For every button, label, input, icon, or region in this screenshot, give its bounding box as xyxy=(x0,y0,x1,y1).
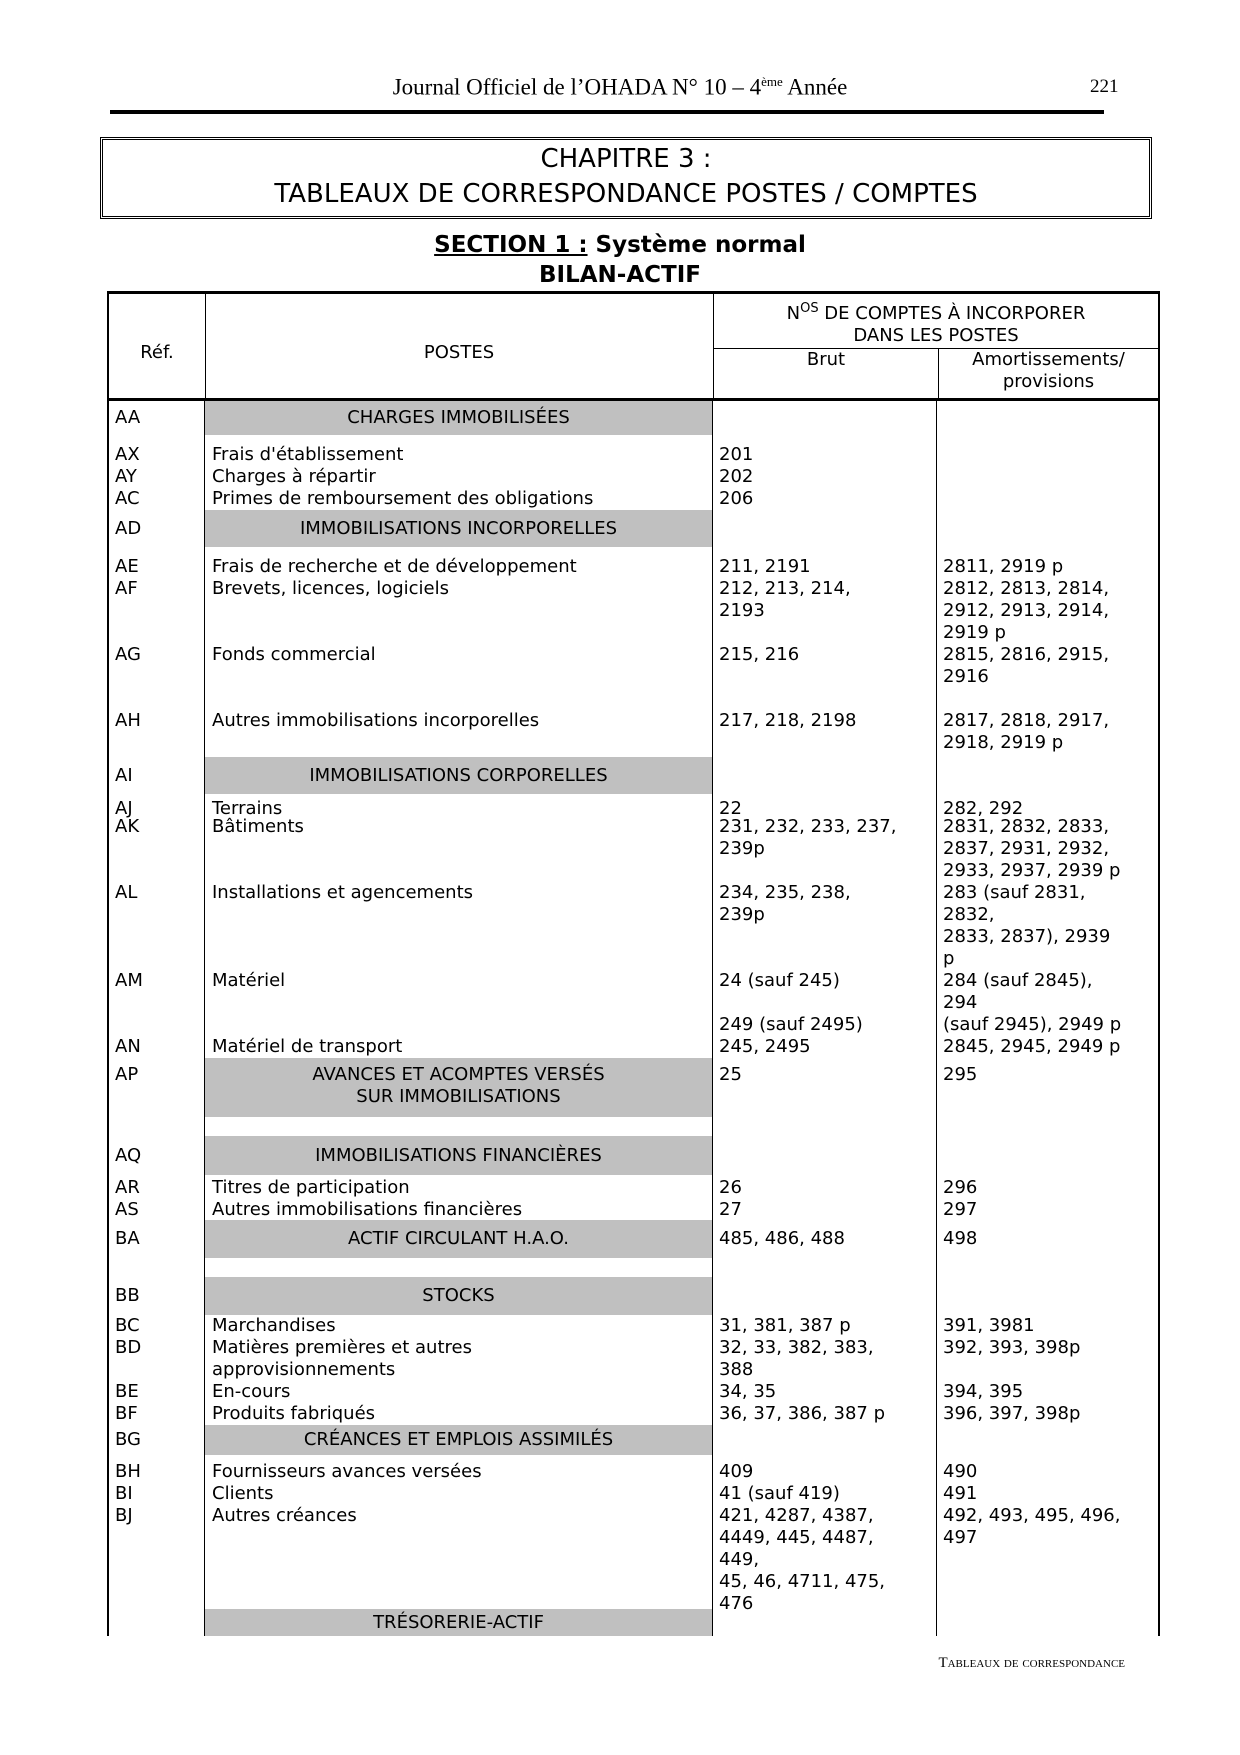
header-group-prefix: N xyxy=(786,303,801,324)
amort-cell xyxy=(937,1609,1158,1636)
ref-cell: AN xyxy=(109,1036,205,1058)
brut-cell xyxy=(713,1136,937,1175)
header-amort: Amortissements/ provisions xyxy=(972,349,1125,392)
ref-cell: BB xyxy=(109,1277,205,1315)
table-row xyxy=(109,1036,1158,1058)
chapter-number: CHAPITRE 3 : xyxy=(540,144,712,174)
amort-cell: 391, 3981 392, 393, 398p 394, 395 396, 397, 398p xyxy=(943,1315,1081,1424)
section-row xyxy=(109,757,1158,794)
amort-cell xyxy=(937,401,1158,435)
poste-cell: Frais d'établissement Charges à répartir Primes de remboursement des obligations xyxy=(205,435,713,510)
amort-cell: 2815, 2816, 2915, 2916 xyxy=(943,644,1110,687)
brut-cell xyxy=(713,1277,937,1315)
poste-cell: Terrains xyxy=(205,794,713,816)
brut-cell: 215, 216 xyxy=(713,644,937,710)
amort-cell: 2831, 2832, 2833, 2837, 2931, 2932, 2933, 2937, 2939 p xyxy=(943,816,1121,881)
section-row xyxy=(109,510,1158,547)
brut-cell xyxy=(713,1425,937,1455)
brut-cell: 212, 213, 214, 2193 xyxy=(713,578,937,644)
amort-cell: 282, 292 xyxy=(943,798,1024,819)
amort-cell xyxy=(937,1258,1158,1277)
table-row xyxy=(109,435,1158,510)
header-brut: Brut xyxy=(714,349,939,398)
section-title-cell: TRÉSORERIE-ACTIF xyxy=(205,1609,713,1636)
header-group-sup: OS xyxy=(800,301,819,316)
amort-cell: 498 xyxy=(943,1228,978,1249)
amort-cell: 2845, 2945, 2949 p xyxy=(943,1036,1121,1057)
ref-cell: BC BD BE BF xyxy=(109,1315,205,1425)
amort-cell xyxy=(937,1425,1158,1455)
amort-cell xyxy=(937,1117,1158,1136)
poste-cell: Matériel xyxy=(205,970,713,1036)
section-title-cell: CHARGES IMMOBILISÉES xyxy=(205,401,713,435)
section-name: Système normal xyxy=(587,232,806,258)
table-row xyxy=(109,1258,1158,1277)
ref-cell: AP xyxy=(109,1058,205,1117)
table-row xyxy=(109,816,1158,882)
amort-cell: 2811, 2919 p xyxy=(943,556,1064,577)
poste-cell: Titres de participation Autres immobilisations financières xyxy=(205,1175,713,1220)
poste-cell: Bâtiments xyxy=(205,816,713,882)
brut-cell xyxy=(713,510,937,547)
brut-cell: 201 202 206 xyxy=(713,435,937,510)
ref-cell xyxy=(109,1258,205,1277)
brut-cell: 234, 235, 238, 239p xyxy=(713,882,937,970)
section-title-cell: AVANCES ET ACOMPTES VERSÉS SUR IMMOBILISATIONS xyxy=(205,1058,713,1117)
section-row xyxy=(109,1220,1158,1258)
brut-cell xyxy=(713,1609,937,1636)
amort-cell xyxy=(937,1277,1158,1315)
section-title-cell: ACTIF CIRCULANT H.A.O. xyxy=(205,1220,713,1258)
ref-cell: BH BI BJ xyxy=(109,1455,205,1609)
section-row xyxy=(109,1277,1158,1315)
ref-cell: AR AS xyxy=(109,1175,205,1220)
ref-cell: AA xyxy=(109,401,205,435)
brut-cell: 25 xyxy=(713,1058,937,1117)
amort-cell xyxy=(937,1136,1158,1175)
header-account-group xyxy=(714,298,1158,349)
section-title-cell: IMMOBILISATIONS INCORPORELLES xyxy=(205,510,713,547)
brut-cell: 31, 381, 387 p 32, 33, 382, 383, 388 34, 35 36, 37, 386, 387 p xyxy=(713,1315,937,1425)
poste-cell: Frais de recherche et de développement xyxy=(205,547,713,578)
brut-cell: 24 (sauf 245) 249 (sauf 2495) xyxy=(713,970,937,1036)
amort-cell: 2817, 2818, 2917, 2918, 2919 p xyxy=(943,710,1110,753)
section-title-cell: STOCKS xyxy=(205,1277,713,1315)
brut-cell xyxy=(713,1117,937,1136)
table-row xyxy=(109,970,1158,1036)
ref-cell: AQ xyxy=(109,1136,205,1175)
section-row xyxy=(109,1609,1158,1636)
table-row xyxy=(109,644,1158,710)
table-row xyxy=(109,578,1158,644)
ref-cell xyxy=(109,1117,205,1136)
table-row xyxy=(109,1117,1158,1136)
journal-title: Journal Officiel de l’OHADA N° 10 – 4 xyxy=(392,74,762,100)
section-subtitle: BILAN-ACTIF xyxy=(539,262,701,288)
amort-cell: 283 (sauf 2831, 2832, 2833, 2837), 2939 p xyxy=(943,882,1111,969)
amort-cell: 284 (sauf 2845), 294 (sauf 2945), 2949 p xyxy=(943,970,1122,1035)
table-row xyxy=(109,710,1158,757)
amort-cell xyxy=(937,757,1158,794)
chapter-title-box xyxy=(100,137,1152,219)
header-rule xyxy=(110,110,1104,114)
chapter-title: TABLEAUX DE CORRESPONDANCE POSTES / COMPTES xyxy=(274,179,978,209)
poste-cell: Marchandises Matières premières et autres approvisionnements En-cours Produits fabriqués xyxy=(205,1315,713,1425)
header-ref-label: Réf. xyxy=(140,342,174,363)
poste-cell: Brevets, licences, logiciels xyxy=(205,578,713,644)
section-title-cell: IMMOBILISATIONS FINANCIÈRES xyxy=(205,1136,713,1175)
poste-cell: Matériel de transport xyxy=(205,1036,713,1058)
header-ref-top xyxy=(109,294,206,314)
ref-cell: AM xyxy=(109,970,205,1036)
section-row xyxy=(109,1058,1158,1117)
correspondence-table xyxy=(107,291,1160,1636)
ref-cell: BG xyxy=(109,1425,205,1455)
brut-cell xyxy=(713,1258,937,1277)
ref-cell xyxy=(109,1609,205,1636)
brut-cell: 217, 218, 2198 xyxy=(713,710,937,757)
page-footer: Tableaux de correspondance xyxy=(938,1655,1125,1671)
brut-cell: 409 41 (sauf 419) 421, 4287, 4387, 4449, 445, 4487, 449, 45, 46, 4711, 475, 476 xyxy=(713,1455,937,1609)
table-header xyxy=(109,294,1158,401)
section-label: SECTION 1 : xyxy=(434,232,588,258)
header-postes-label: POSTES xyxy=(423,342,495,363)
amort-cell: 295 xyxy=(943,1064,978,1085)
ref-cell: BA xyxy=(109,1220,205,1258)
ref-cell: AF xyxy=(109,578,205,644)
section-title-cell: IMMOBILISATIONS CORPORELLES xyxy=(205,757,713,794)
table-row xyxy=(109,882,1158,970)
brut-cell: 211, 2191 xyxy=(713,547,937,578)
table-row xyxy=(109,1175,1158,1220)
brut-cell: 231, 232, 233, 237, 239p xyxy=(713,816,937,882)
ref-cell: AK xyxy=(109,816,205,882)
table-row xyxy=(109,547,1158,578)
poste-cell: Fonds commercial xyxy=(205,644,713,710)
amort-cell xyxy=(937,435,1158,510)
ref-cell: AJ xyxy=(109,794,205,816)
section-row xyxy=(109,1425,1158,1455)
page-number: 221 xyxy=(1090,76,1119,97)
amort-cell xyxy=(937,510,1158,547)
poste-cell xyxy=(205,1117,713,1136)
brut-cell: 245, 2495 xyxy=(713,1036,937,1058)
brut-cell xyxy=(713,401,937,435)
poste-cell xyxy=(205,1258,713,1277)
amort-cell: 2812, 2813, 2814, 2912, 2913, 2914, 2919 p xyxy=(943,578,1110,643)
table-row xyxy=(109,1315,1158,1425)
brut-cell: 26 27 xyxy=(713,1175,937,1220)
poste-cell: Installations et agencements xyxy=(205,882,713,970)
journal-header xyxy=(0,74,1240,101)
ref-cell: AD xyxy=(109,510,205,547)
amort-cell: 490 491 492, 493, 495, 496, 497 xyxy=(943,1461,1121,1548)
ref-cell: AH xyxy=(109,710,205,757)
journal-title-suffix: Année xyxy=(782,74,848,100)
amort-cell: 296 297 xyxy=(943,1177,978,1220)
header-postes xyxy=(205,294,714,398)
section-row xyxy=(109,401,1158,435)
header-group-text: DE COMPTES À INCORPORER DANS LES POSTES xyxy=(824,303,1086,346)
poste-cell: Autres immobilisations incorporelles xyxy=(205,710,713,757)
ref-cell: AE xyxy=(109,547,205,578)
section-row xyxy=(109,1136,1158,1175)
ref-cell: AL xyxy=(109,882,205,970)
ref-cell: AX AY AC xyxy=(109,435,205,510)
brut-cell: 485, 486, 488 xyxy=(713,1220,937,1258)
journal-title-sup: ème xyxy=(761,74,783,89)
table-body xyxy=(109,401,1158,1636)
poste-cell: Fournisseurs avances versées Clients Autres créances xyxy=(205,1455,713,1609)
table-row xyxy=(109,794,1158,819)
header-ref xyxy=(109,314,206,398)
ref-cell: AI xyxy=(109,757,205,794)
ref-cell: AG xyxy=(109,644,205,710)
section-title-cell: CRÉANCES ET EMPLOIS ASSIMILÉS xyxy=(205,1425,713,1455)
section-heading xyxy=(0,230,1240,290)
brut-cell xyxy=(713,757,937,794)
table-row xyxy=(109,1455,1158,1614)
brut-cell: 22 xyxy=(713,794,937,816)
